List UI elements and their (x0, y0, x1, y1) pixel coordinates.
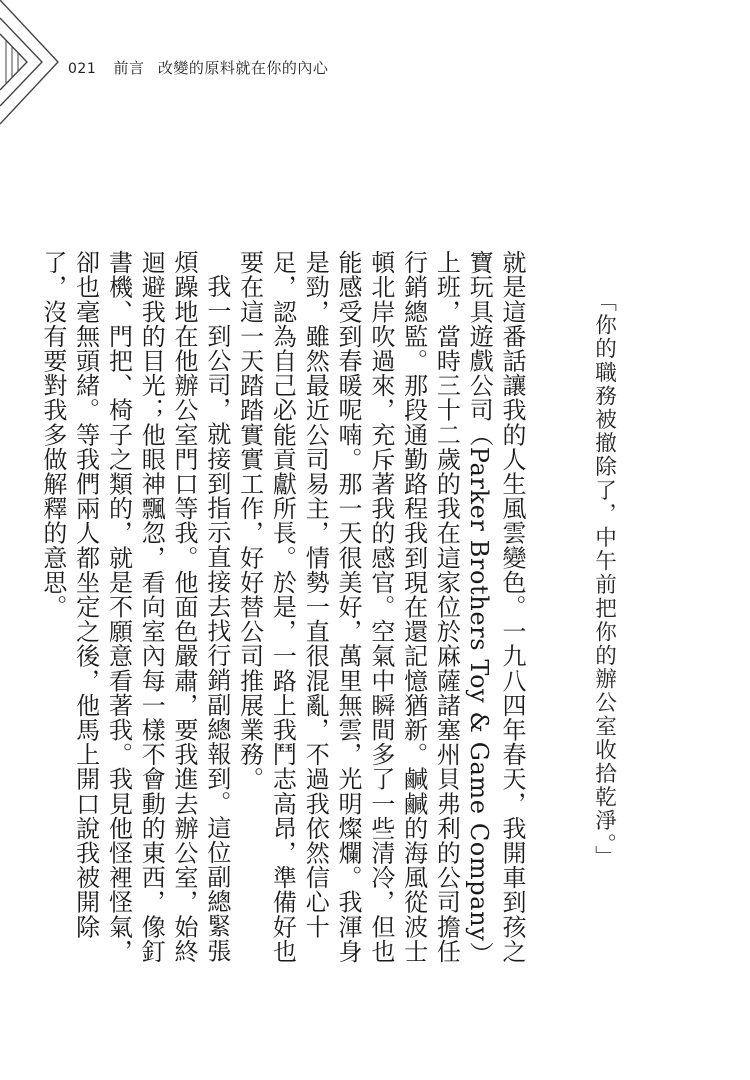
opening-quote: 「你的職務被撤除了，中午前把你的辦公室收拾乾淨。」 (591, 290, 617, 870)
chapter-title: 改變的原料就在你的內心 (157, 59, 329, 77)
page-number: 021 (68, 61, 97, 77)
body-text (38, 250, 528, 985)
section-label: 前言 (113, 59, 145, 77)
paragraph-2: 我一到公司，就接到指示直接去找行銷副總報到。這位副總緊張煩躁地在他辦公室門口等我。他面色嚴肅，要我進去辦公室，始終迴避我的目光；他眼神飄忽，看向室內每一樣不會動的東西，像釘書機、門把、椅子之類的，就是不願意看著我。我見他怪裡怪氣，卻也毫無頭緒。等我們兩人都坐定之後，他馬上開口說我被開除了，沒有要對我多做解釋的意思。 (38, 250, 231, 964)
running-header (68, 57, 328, 78)
paragraph-1: 就是這番話讓我的人生風雲變色。一九八四年春天，我開車到孩之寶玩具遊戲公司（Parker Brothers Toy & Game Company）上班，當時三十二歲的我在這家位於麻薩諸塞州貝弗利的公司擔任行銷總監。那段通勤路程我到現在還記憶猶新。鹹鹹的海風從波士頓北岸吹過來，充斥著我的感官。空氣中瞬間多了一些清冷，但也能感受到春暖呢喃。那一天很美好，萬里無雲，光明燦爛。我渾身是勁，雖然最近公司易主，情勢一直很混亂，不過我依然信心十足，認為自己必能貢獻所長。於是，一路上我鬥志高昂，準備好也要在這一天踏踏實實工作，好好替公司推展業務。 (235, 250, 526, 966)
corner-chevron-ornament (0, 0, 72, 125)
